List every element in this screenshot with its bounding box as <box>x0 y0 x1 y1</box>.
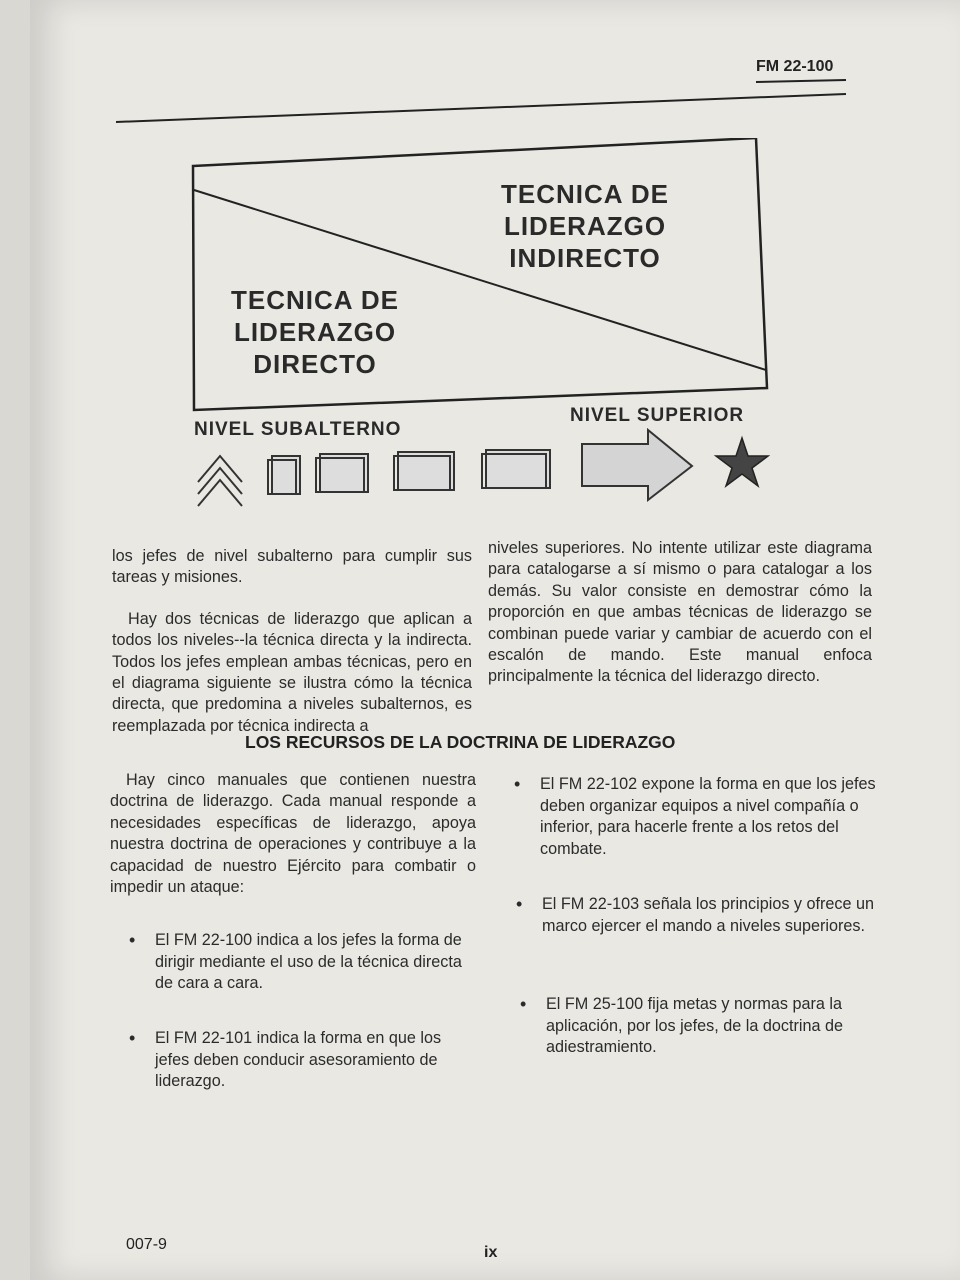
manual-code: FM 22-100 <box>756 58 834 75</box>
document-code: 007-9 <box>126 1236 167 1253</box>
bullet-icon: • <box>520 994 527 1014</box>
list-item: • El FM 22-100 indica a los jefes la forma de dirigir mediante el uso de la técnica directa de cara a cara. <box>129 930 462 993</box>
list-item: • El FM 22-101 indica la forma en que los jefes deben conducir asesoramiento de liderazgo. <box>129 1028 442 1091</box>
paragraph: niveles superiores. No intente utilizar este diagrama para catalogarse a sí mismo o para catalogar a los demás. Su valor consiste en demostrar cómo la proporción en que ambas técnicas de liderazgo se combinan puede variar y cambiar de acuerdo con el escalón de mando. Este manual enfoca principalmente la técnica del liderazgo directo. <box>488 539 872 686</box>
section-heading: LOS RECURSOS DE LA DOCTRINA DE LIDERAZGO <box>245 732 676 752</box>
page-number: ix <box>484 1244 498 1261</box>
leadership-diagram <box>190 138 775 510</box>
paragraph: Hay dos técnicas de liderazgo que aplican a todos los niveles--la técnica directa y la indirecta. Todos los jefes emplean ambas técnicas, pero en el diagrama siguiente se ilustra cómo la técnica directa, que predomina a niveles subalternos, es reemplazada por técnica indirecta a <box>112 609 472 735</box>
rank-bar-icon-3 <box>394 452 454 490</box>
intro-left-column <box>112 546 472 737</box>
rank-bar-icon-1 <box>268 456 300 494</box>
list-item: • El FM 25-100 fija metas y normas para la aplicación, por los jefes, de la doctrina de adiestramiento. <box>520 994 843 1057</box>
header-rule <box>116 78 846 124</box>
rank-bar-icon-4 <box>482 450 550 488</box>
bullet-icon: • <box>514 774 521 794</box>
direct-technique-label: TECNICA DE LIDERAZGO DIRECTO <box>231 285 399 379</box>
chevron-rank-icon <box>198 456 242 506</box>
indirect-technique-label: TECNICA DE LIDERAZGO INDIRECTO <box>501 179 669 273</box>
arrow-right-icon <box>582 430 692 500</box>
level-low-label: NIVEL SUBALTERNO <box>194 419 402 440</box>
list-item: • El FM 22-103 señala los principios y ofrece un marco ejercer el mando a niveles superiores. <box>516 894 875 935</box>
bullet-icon: • <box>129 1028 136 1048</box>
level-high-label: NIVEL SUPERIOR <box>570 405 745 426</box>
section-intro: Hay cinco manuales que contienen nuestra doctrina de liderazgo. Cada manual responde a necesidades específicas de liderazgo, apoya nuestra doctrina de operaciones y contribuye a la capacidad de nuestro Ejército para combatir o impedir un ataque: <box>110 771 476 897</box>
list-item: • El FM 22-102 expone la forma en que los jefes deben organizar equipos a nivel compañía o inferior, para hacerle frente a los retos del combate. <box>514 774 876 858</box>
bullet-icon: • <box>129 930 136 950</box>
bullet-icon: • <box>516 894 523 914</box>
star-icon <box>716 438 768 486</box>
rank-bar-icon-2 <box>316 454 368 492</box>
paragraph: los jefes de nivel subalterno para cumplir sus tareas y misiones. <box>112 547 472 587</box>
page-stack-edge <box>0 0 32 1280</box>
intro-right-column <box>488 538 872 688</box>
